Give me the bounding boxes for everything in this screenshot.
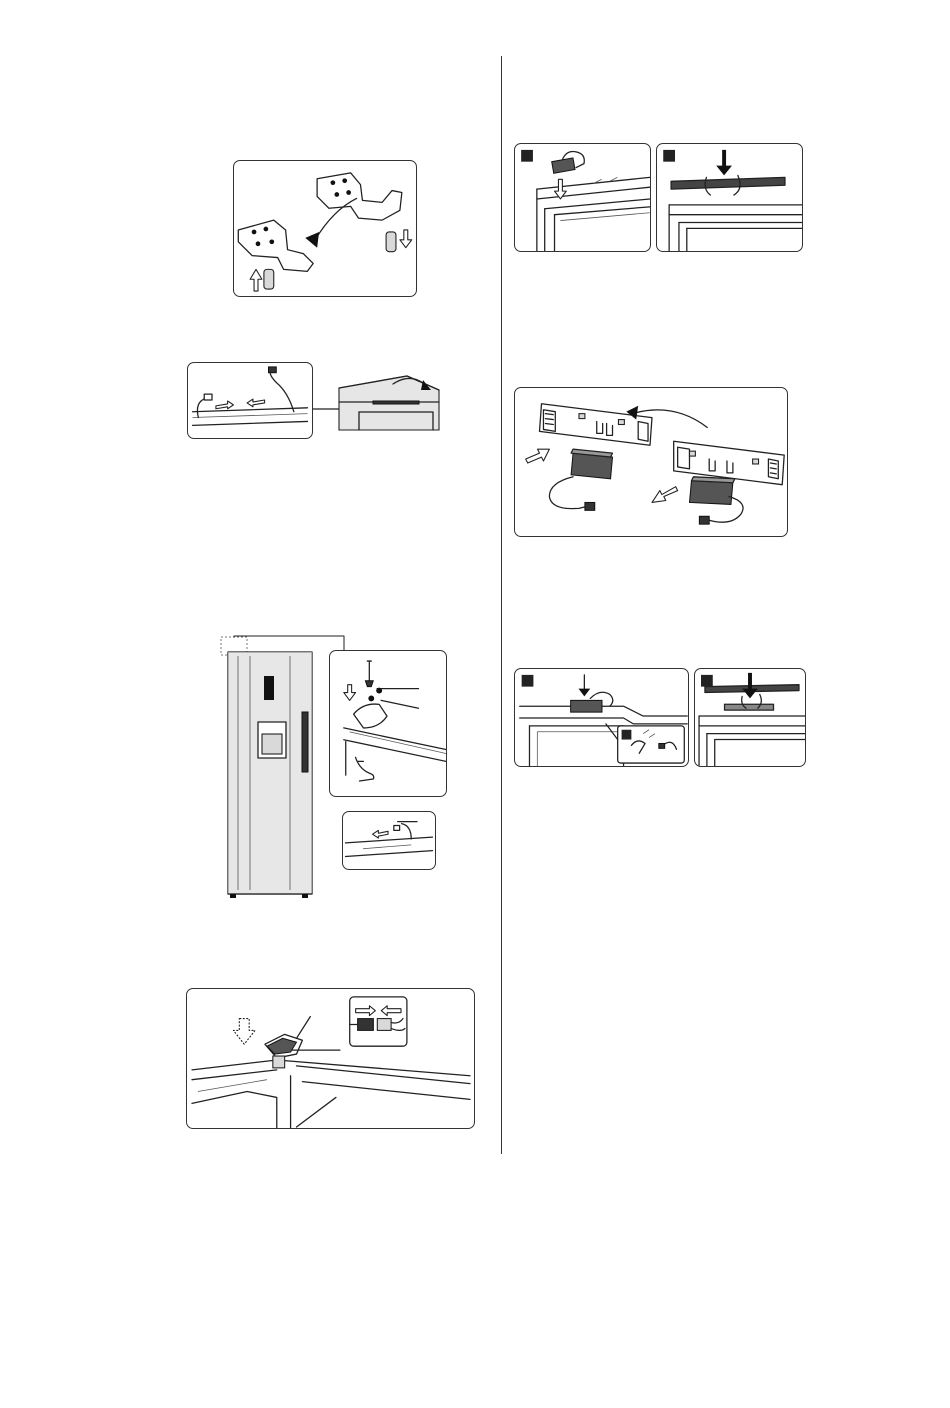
hinge-cable-detail-figure (342, 811, 436, 870)
cover-refit-icon (515, 669, 688, 766)
fridge-top-corner-icon (337, 368, 440, 430)
hinge-cable-icon (343, 812, 435, 869)
hinge-cover-connector-icon (187, 989, 474, 1128)
cable-disconnect-icon (188, 363, 312, 438)
hinge-cover-install-figure (186, 988, 475, 1129)
hinge-bracket-flip-icon (234, 161, 416, 296)
cover-lift-icon (657, 144, 802, 251)
cover-refit-step-1 (514, 668, 689, 767)
cover-remove-step-1 (514, 143, 651, 252)
cover-refit-step-2 (694, 668, 806, 767)
cover-remove-step-2 (656, 143, 803, 252)
fridge-screw-removal-icon (330, 651, 446, 796)
cover-press-icon (695, 669, 805, 766)
switch-plate-swap-icon (515, 388, 787, 536)
column-divider (501, 56, 502, 1154)
hinge-bracket-figure (233, 160, 417, 297)
hinge-screw-detail-figure (329, 650, 447, 797)
cable-connector-figure (187, 362, 313, 439)
cover-remove-icon (515, 144, 650, 251)
fridge-top-corner-figure (337, 368, 440, 430)
switch-plate-swap-figure (514, 387, 788, 537)
